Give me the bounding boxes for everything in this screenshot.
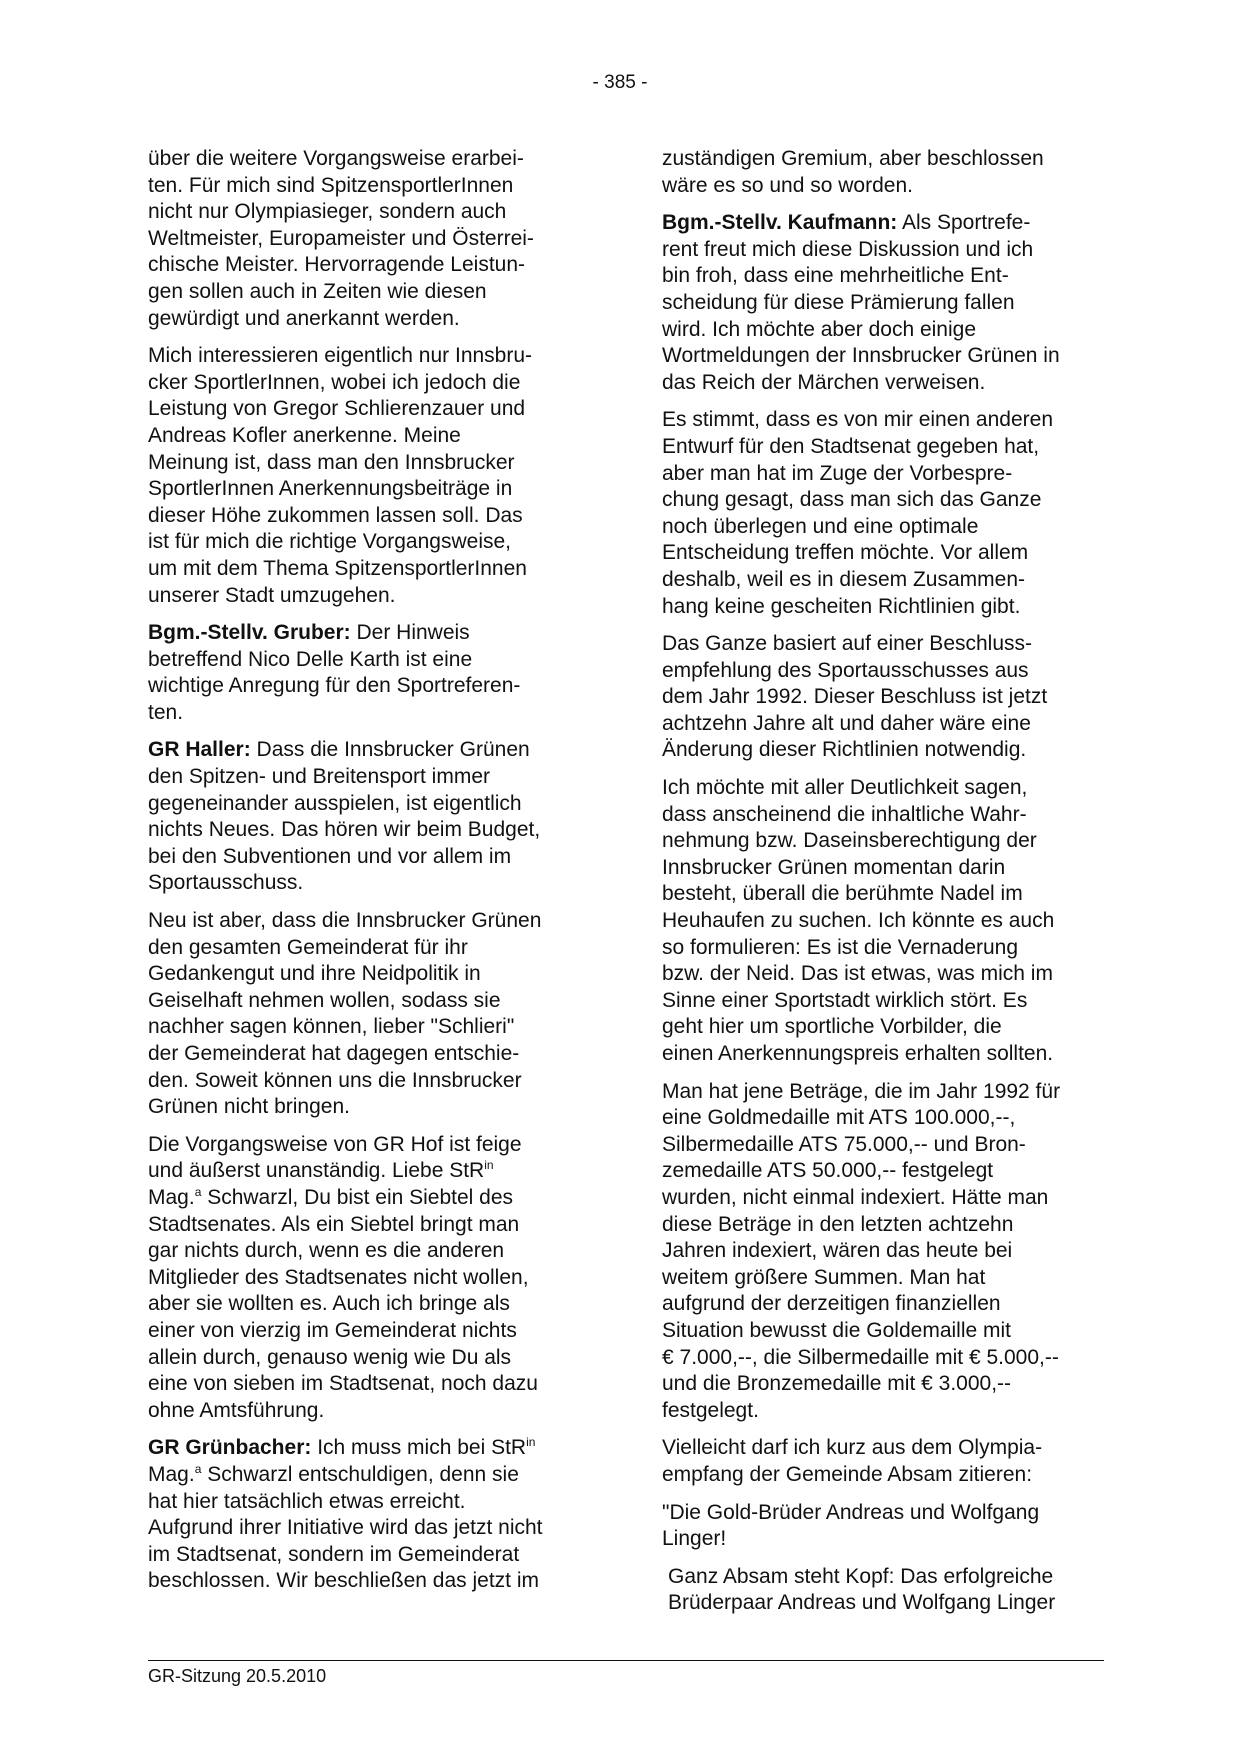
superscript: in — [526, 1435, 536, 1450]
right-column — [662, 146, 1102, 1628]
speaker-name: Bgm.-Stellv. Kaufmann: — [662, 211, 898, 235]
paragraph-text: Ich muss mich bei StR — [311, 1436, 527, 1460]
speaker-name: Bgm.-Stellv. Gruber: — [148, 621, 351, 645]
page-number: - 385 - — [592, 72, 648, 93]
paragraph: Ich möchte mit aller Deutlichkeit sagen, dass anscheinend die inhaltliche Wahr- nehmung bzw. Daseinsberechtigung der Innsbrucker Grünen momentan darin besteht, überall die berühmte Nadel im Heuhaufen zu suchen. Ich könnte es auch so formulieren: Es ist die Vernaderung bzw. der Neid. Das ist etwas, was mich im Sinne einer Sportstadt wirklich stört. Es geht hier um sportliche Vorbilder, die einen Anerkennungspreis erhalten sollten. — [662, 776, 1055, 1065]
paragraph: über die weitere Vorgangsweise erarbei- ten. Für mich sind SpitzensportlerInnen nicht nur Olympiasieger, sondern auch Weltmeister, Europameister und Österrei- chische Meister. Hervorragende Leistun- gen sollen auch in Zeiten wie diesen gewürdigt und anerkannt werden. — [148, 147, 534, 330]
paragraph-text: Schwarzl entschuldigen, denn sie hat hier tatsächlich etwas erreicht. Aufgrund ihrer Initiative wird das jetzt nicht im Stadtsenat, sondern im Gemeinderat beschlossen. Wir beschließen das jetzt im — [148, 1462, 543, 1593]
superscript: in — [484, 1158, 494, 1173]
speaker-name: GR Grünbacher: — [148, 1436, 312, 1460]
left-column — [148, 146, 588, 1606]
paragraph — [148, 737, 588, 897]
paragraph-text: Als Sportrefe- rent freut mich diese Diskussion und ich bin froh, dass eine mehrheitliche Ent- scheidung für diese Prämierung fallen wird. Ich möchte aber doch einige Wortmeldungen der Innsbrucker Grünen in das Reich der Märchen verweisen. — [662, 211, 1060, 394]
paragraph — [148, 1132, 588, 1425]
paragraph: Mich interessieren eigentlich nur Innsbru- cker SportlerInnen, wobei ich jedoch die Leistung von Gregor Schlierenzauer und Andreas Kofler anerkenne. Meine Meinung ist, dass man den Innsbrucker SportlerInnen Anerkennungsbeiträge in dieser Höhe zukommen lassen soll. Das ist für mich die richtige Vorgangsweise, um mit dem Thema SpitzensportlerInnen unserer Stadt umzugehen. — [148, 344, 533, 607]
paragraph: zuständigen Gremium, aber beschlossen wäre es so und so worden. — [662, 147, 1044, 197]
superscript: a — [194, 1461, 202, 1476]
paragraph — [148, 620, 588, 726]
paragraph-text: Mag. — [148, 1462, 195, 1486]
paragraph-text: Dass die Innsbrucker Grünen den Spitzen- und Breitensport immer gegeneinander ausspielen, ist eigentlich nichts Neues. Das hören wir beim Budget, bei den Subventionen und vor allem im Sportausschuss. — [148, 738, 541, 895]
quote-paragraph: Ganz Absam steht Kopf: Das erfolgreiche Brüderpaar Andreas und Wolfgang Linger — [668, 1564, 1056, 1615]
paragraph-text: Der Hinweis betreffend Nico Delle Karth ist eine wichtige Anregung für den Sportreferen- ten. — [148, 621, 521, 724]
paragraph: Man hat jene Beträge, die im Jahr 1992 für eine Goldmedaille mit ATS 100.000,--, Silbermedaille ATS 75.000,-- und Bron- zemedaille ATS 50.000,-- festgelegt wurden, nicht einmal indexiert. Hätte man diese Beträge in den letzten achtzehn Jahren indexiert, wären das heute bei weitem größere Summen. Man hat aufgrund der derzeitigen finanziellen Situation bewusst die Goldemaille mit € 7.000,--, die Silbermedaille mit € 5.000,-- und die Bronzemedaille mit € 3.000,-- festgelegt. — [662, 1079, 1061, 1422]
paragraph: Das Ganze basiert auf einer Beschluss- empfehlung des Sportausschusses aus dem Jahr 1992. Dieser Beschluss ist jetzt achtzehn Jahre alt und daher wäre eine Änderung dieser Richtlinien notwendig. — [662, 632, 1048, 762]
speaker-name: GR Haller: — [148, 738, 251, 762]
paragraph-text: Mag. — [148, 1185, 195, 1209]
quote-paragraph: "Die Gold-Brüder Andreas und Wolfgang Linger! — [662, 1500, 1040, 1551]
footer-session-date: GR-Sitzung 20.5.2010 — [148, 1666, 327, 1686]
paragraph-text: Schwarzl, Du bist ein Siebtel des Stadtsenates. Als ein Siebtel bringt man gar nichts durch, wenn es die anderen Mitglieder des Stadtsenates nicht wollen, aber sie wollten es. Auch ich bringe als einer von vierzig im Gemeinderat nichts allein durch, genauso wenig wie Du als eine von sieben im Stadtsenat, noch dazu ohne Amtsführung. — [148, 1185, 538, 1422]
superscript: a — [194, 1184, 202, 1199]
footer-divider — [148, 1660, 1104, 1661]
paragraph: Es stimmt, dass es von mir einen anderen Entwurf für den Stadtsenat gegeben hat, aber man hat im Zuge der Vorbespre- chung gesagt, dass man sich das Ganze noch überlegen und eine optimale Entscheidung treffen möchte. Vor allem deshalb, weil es in diesem Zusammen- hang keine gescheiten Richtlinien gibt. — [662, 408, 1054, 618]
paragraph-text: Die Vorgangsweise von GR Hof ist feige und äußerst unanständig. Liebe StR — [148, 1132, 522, 1183]
paragraph — [662, 210, 1102, 396]
paragraph: Neu ist aber, dass die Innsbrucker Grünen den gesamten Gemeinderat für ihr Gedankengut und ihre Neidpolitik in Geiselhaft nehmen wollen, sodass sie nachher sagen können, lieber "Schlieri" der Gemeinderat hat dagegen entschie- den. Soweit können uns die Innsbrucker Grünen nicht bringen. — [148, 909, 542, 1119]
paragraph: Vielleicht darf ich kurz aus dem Olympia- empfang der Gemeinde Absam zitieren: — [662, 1436, 1043, 1486]
paragraph — [148, 1435, 588, 1595]
